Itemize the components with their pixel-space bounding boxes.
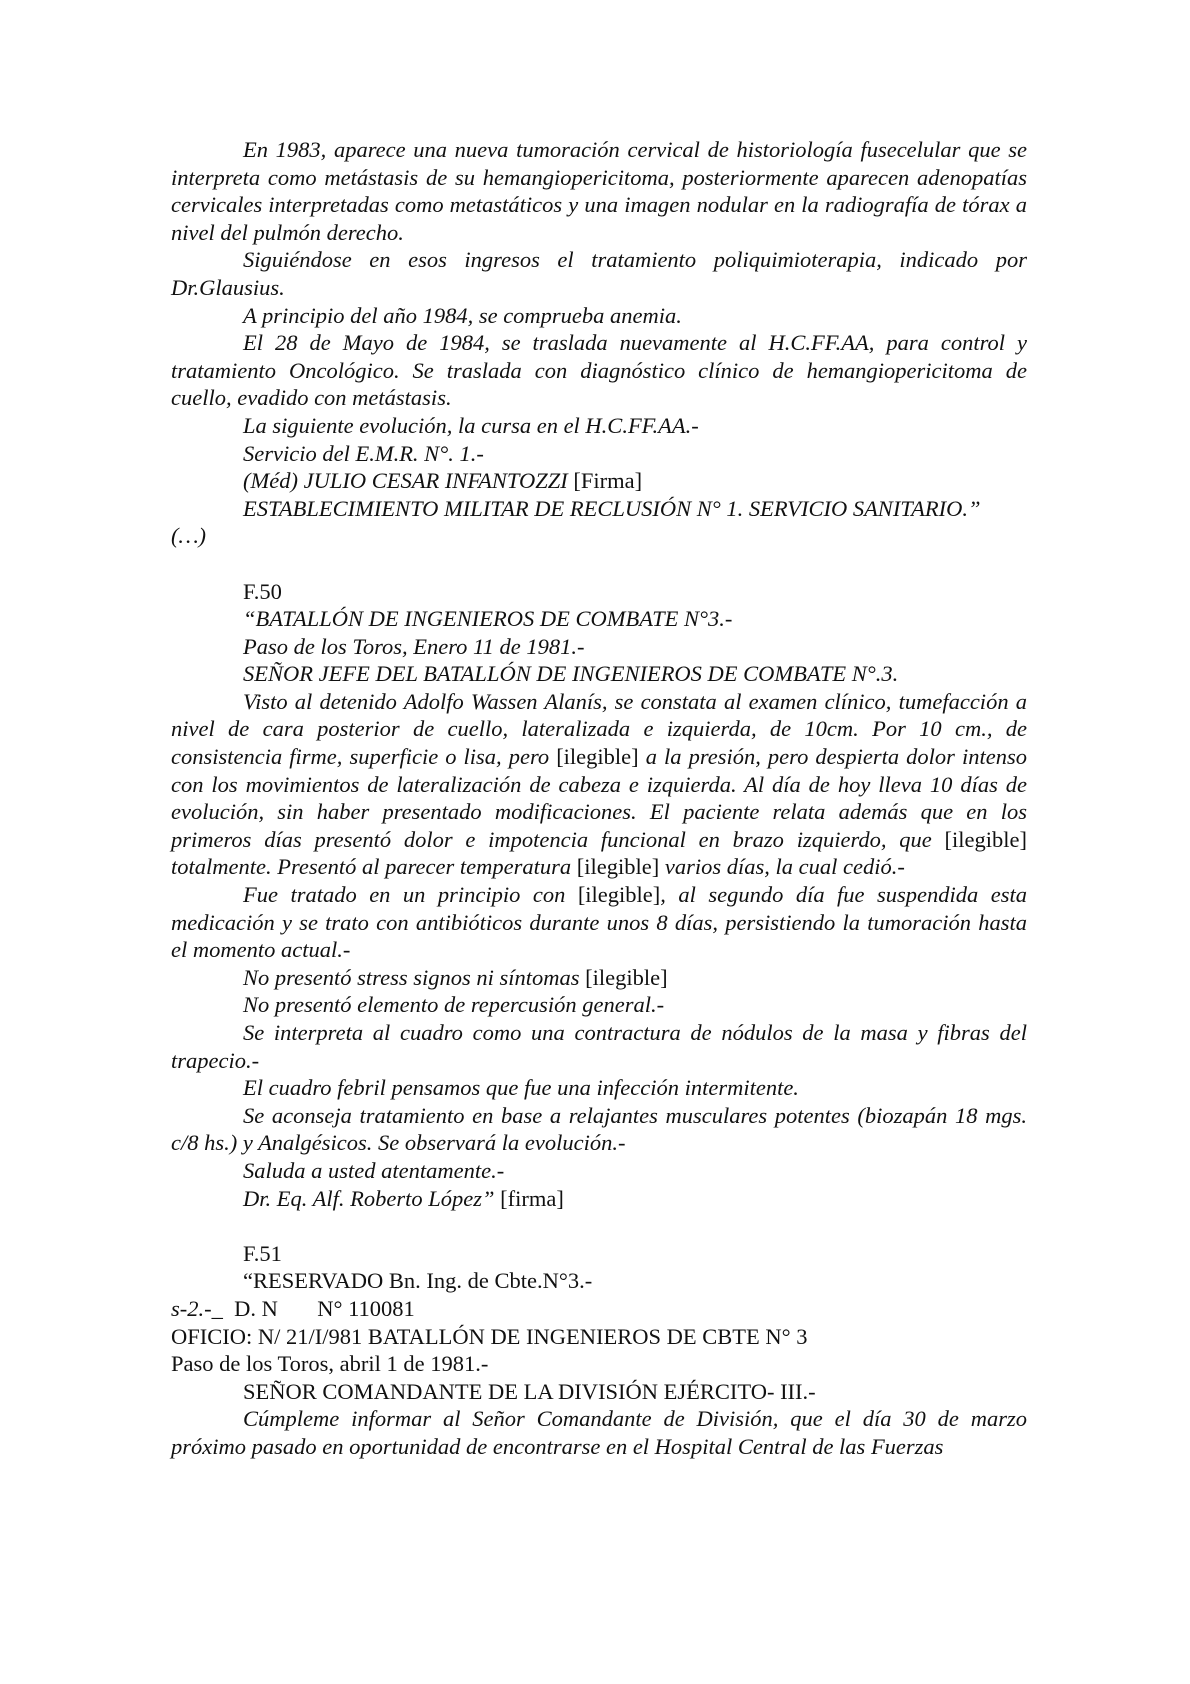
doctor-name: Dr. Eq. Alf. Roberto López” <box>243 1185 501 1211</box>
illegible-note: [ilegible] <box>944 826 1027 852</box>
illegible-note: [ilegible] <box>577 882 661 908</box>
paragraph-reference-number <box>171 1295 1027 1323</box>
paragraph-addressee: SEÑOR JEFE DEL BATALLÓN DE INGENIEROS DE COMBATE N°.3. <box>243 661 899 687</box>
text-segment: Fue tratado en un principio con <box>243 882 578 908</box>
paragraph-interpretation: Se interpreta al cuadro como una contractura de nódulos de la masa y fibras del trapecio.- <box>171 1020 1027 1073</box>
physician-name: (Méd) JULIO CESAR INFANTOZZI <box>243 468 574 494</box>
paragraph-tumor-1983: En 1983, aparece una nueva tumoración cervical de historiología fusecelular que se interpreta como metástasis de su hemangiopericitoma, posteriormente aparecen adenopatías cervicales interpretadas como metastáticos y una imagen nodular en la radiografía de tórax a nivel del pulmón derecho. <box>171 137 1027 245</box>
paragraph-clinical-exam <box>171 688 1027 881</box>
paragraph-febrile: El cuadro febril pensamos que fue una infección intermitente. <box>243 1075 799 1101</box>
text-segment: , al segundo día fue suspendida esta medicación y se trato con antibióticos durante unos 8 días, persistiendo la tumoración hasta el momento actual.- <box>171 882 1027 963</box>
paragraph-anemia-1984: A principio del año 1984, se comprueba anemia. <box>243 302 682 328</box>
paragraph-evolution: La siguiente evolución, la cursa en el H.C.FF.AA.- <box>243 412 699 438</box>
paragraph-transfer-1984: El 28 de Mayo de 1984, se traslada nuevamente al H.C.FF.AA, para control y tratamiento Oncológico. Se traslada con diagnóstico clínico de hemangiopericitoma de cuello, evadido con metástasis. <box>171 330 1027 411</box>
document-number: _ D. N N° 110081 <box>211 1295 415 1321</box>
paragraph-battalion-header: “BATALLÓN DE INGENIEROS DE COMBATE N°3.- <box>243 606 733 632</box>
text-segment: No presentó stress signos ni síntomas <box>243 964 586 990</box>
spacer <box>171 1212 1027 1240</box>
paragraph-doctor-signature <box>171 1185 1027 1213</box>
section-code: s-2.- <box>171 1295 212 1321</box>
paragraph-report: Cúmpleme informar al Señor Comandante de División, que el día 30 de marzo próximo pasado en oportunidad de encontrarse en el Hospital Central de las Fuerzas <box>171 1406 1027 1459</box>
text-segment: totalmente. Presentó al parecer temperatura <box>171 854 577 880</box>
spacer <box>171 550 1027 578</box>
illegible-note: [ilegible] <box>585 964 668 990</box>
paragraph-polichemotherapy: Siguiéndose en esos ingresos el tratamiento poliquimioterapia, indicado por Dr.Glausius. <box>171 247 1027 300</box>
folio-f50: F.50 <box>243 578 282 604</box>
illegible-note: [ilegible] <box>556 744 639 770</box>
signature-note: [firma] <box>500 1185 564 1211</box>
document-page <box>171 136 1027 1461</box>
paragraph-commander-addressee: SEÑOR COMANDANTE DE LA DIVISIÓN EJÉRCITO- III.- <box>243 1378 816 1404</box>
paragraph-establishment: ESTABLECIMIENTO MILITAR DE RECLUSIÓN N° 1. SERVICIO SANITARIO.” <box>243 495 981 521</box>
paragraph-ellipsis: (…) <box>171 523 206 549</box>
signature-note: [Firma] <box>573 468 643 494</box>
text-segment: varios días, la cual cedió.- <box>659 854 905 880</box>
paragraph-treatment <box>171 881 1027 964</box>
text-segment: Visto al detenido Adolfo Wassen Alanís, se constata al examen clínico, tumefacción a nivel de cara posterior de cuello, lateralizada e izquierda, de 10cm. Por 10 cm., de consistencia firme, superficie o lisa, pero <box>171 688 1027 770</box>
paragraph-date-apr-1981: Paso de los Toros, abril 1 de 1981.- <box>171 1351 489 1377</box>
folio-f51: F.51 <box>243 1240 282 1266</box>
paragraph-reserved-header: “RESERVADO Bn. Ing. de Cbte.N°3.- <box>243 1268 593 1294</box>
paragraph-oficio: OFICIO: N/ 21/I/981 BATALLÓN DE INGENIEROS DE CBTE N° 3 <box>171 1323 808 1349</box>
paragraph-no-stress <box>171 964 1027 992</box>
paragraph-service: Servicio del E.M.R. N°. 1.- <box>243 440 484 466</box>
paragraph-no-repercussion: No presentó elemento de repercusión general.- <box>243 992 665 1018</box>
paragraph-recommendation: Se aconseja tratamiento en base a relajantes musculares potentes (biozapán 18 mgs. c/8 hs.) y Analgésicos. Se observará la evolución.- <box>171 1102 1027 1156</box>
illegible-note: [ilegible] <box>576 854 660 880</box>
text-segment: a la presión, pero despierta dolor intenso con los movimientos de lateralización de cabeza e izquierda. Al día de hoy lleva 10 días de evolución, sin haber presentado modificaciones. El paciente relata además que en los primeros días presentó dolor e impotencia funcional en brazo izquierdo, que <box>171 744 1027 852</box>
paragraph-date-jan-1981: Paso de los Toros, Enero 11 de 1981.- <box>243 633 585 659</box>
paragraph-salutation: Saluda a usted atentamente.- <box>243 1157 505 1183</box>
paragraph-physician-signature <box>171 467 1027 495</box>
